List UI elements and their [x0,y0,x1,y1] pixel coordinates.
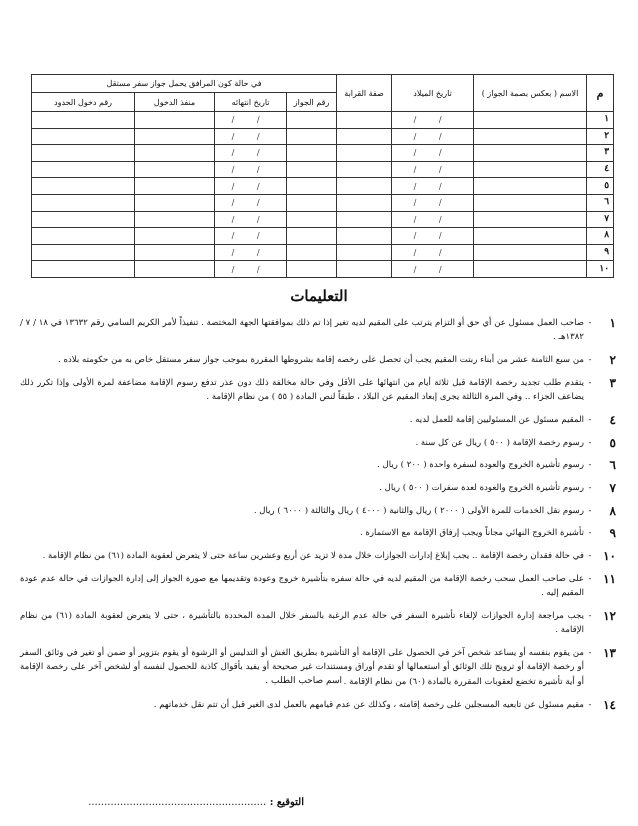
item-number: ٢ [609,353,616,368]
expiry-date-cell[interactable]: / / [215,194,287,211]
name-cell[interactable] [474,145,587,162]
birth-date-cell[interactable]: / / [392,112,474,129]
name-cell[interactable] [474,244,587,261]
expiry-date-cell[interactable]: / / [215,211,287,228]
signature-line[interactable] [88,797,304,808]
header-entry-port: منفذ الدخول [135,93,215,112]
applicant-name-label: اسم صاحب الطلب . [265,676,342,686]
border-no-cell[interactable] [32,261,135,278]
relation-cell[interactable] [337,145,392,162]
birth-date-cell[interactable]: / / [392,244,474,261]
table-row [32,211,614,228]
row-number: ١٠ [587,261,614,278]
table-row [32,194,614,211]
row-number: ٧ [587,211,614,228]
item-text: من سبع الثامنة عشر من أبناء ربتت المقيم يجب أن تحصل على رخصه إقامة بشروطها المقررة بموجب جواز سفر مستقل خاص به من حكومته بلاده . [58,355,584,366]
entry-port-cell[interactable] [135,194,215,211]
instructions-list [20,316,616,720]
name-cell[interactable] [474,161,587,178]
item-text: المقيم مسئول عن المسئوليين إقامة للعمل لديه . [409,414,584,425]
header-index: م [587,75,614,112]
signature-label: التوقيع : [269,797,304,808]
list-item: ١١ - على صاحب العمل سحب رخصة الإقامة من المقيم لديه في حالة سفره بتأشيرة خروج وعودة وتقديمها مع صورة الجواز إلى إدارة الجوازات في حالة عدم عودة المقيم إليه . [20,572,616,601]
header-name: الاسم ( بعكس بصمة الجواز ) [474,75,587,112]
expiry-date-cell[interactable]: / / [215,244,287,261]
item-text: يجب مراجعة إدارة الجوازات لإلغاء تأشيرة السفر في حالة عدم الرغبة بالسفر خلال المدة المحددة بالتأشيرة ، حتى لا يتعرض لعقوبة المادة (٦١) من نظام الإقامة . [20,610,584,636]
birth-date-cell[interactable]: / / [392,228,474,245]
item-text: يتقدم طلب تجديد رخصة الإقامة قبل ثلاثة أيام من انتهائها على الأقل وفي حالة مخالفة ذلك دون عذر تدفع رسوم الإقامة مضاعفة لمرة الأولى وإذا تكرر ذلك يضاعف الجزاء .. وفي المرة الثالثة يجرى إبعاد المقيم عن البلاد ، طبقاً لنص المادة ( ٥٥ ) من نظام الإقامة . [20,377,584,403]
passport-no-cell[interactable] [287,244,337,261]
row-number: ٥ [587,178,614,195]
passport-no-cell[interactable] [287,261,337,278]
row-number: ٤ [587,161,614,178]
item-text: رسوم رخصة الإقامة ( ٥٠٠ ) ريال عن كل سنة . [415,437,584,448]
item-text: رسوم تأشيرة الخروج والعودة لسفرة واحدة ( ٢٠٠ ) ريال . [377,460,584,471]
name-cell[interactable] [474,112,587,129]
item-text: صاحب العمل مسئول عن أي حق أو التزام يترتب على المقيم لديه تغير إذا تم ذلك بموافقتها الجهة المختصة . تنفيذاً لأمر الكريم السامي رقم ١٣٦٣٢ في ١٨ / ٧ / ١٣٨٢هـ . [20,318,585,343]
expiry-date-cell[interactable]: / / [215,128,287,145]
relation-cell[interactable] [337,244,392,261]
table-row [32,244,614,261]
header-passport-no: رقم الجواز [287,93,337,112]
expiry-date-cell[interactable]: / / [215,228,287,245]
birth-date-cell[interactable]: / / [392,211,474,228]
header-expiry-date: تاريخ انتهائه [215,93,287,112]
entry-port-cell[interactable] [135,178,215,195]
table-row [32,228,614,245]
birth-date-cell[interactable]: / / [392,145,474,162]
item-number: ١٢ [603,608,616,623]
table-row [32,161,614,178]
item-number: ٩ [609,526,616,541]
entry-port-cell[interactable] [135,228,215,245]
item-number: ٤ [609,412,616,427]
border-no-cell[interactable] [32,244,135,261]
list-item: ٥ - رسوم رخصة الإقامة ( ٥٠٠ ) ريال عن كل سنة . [20,436,616,450]
name-cell[interactable] [474,194,587,211]
table-row [32,261,614,278]
item-number: ١٣ [603,646,616,661]
passport-no-cell[interactable] [287,161,337,178]
list-item: ٣ - يتقدم طلب تجديد رخصة الإقامة قبل ثلاثة أيام من انتهائها على الأقل وفي حالة مخالفة ذلك دون عذر تدفع رسوم الإقامة مضاعفة لمرة الأولى وإذا تكرر ذلك يضاعف الجزاء .. وفي المرة الثالثة يجرى إبعاد المقيم عن البلاد ، طبقاً لنص المادة ( ٥٥ ) من نظام الإقامة . [20,376,616,405]
passport-no-cell[interactable] [287,112,337,129]
relation-cell[interactable] [337,128,392,145]
passport-no-cell[interactable] [287,228,337,245]
birth-date-cell[interactable]: / / [392,178,474,195]
passport-no-cell[interactable] [287,178,337,195]
list-item: ١٤ - مقيم مسئول عن تابعيه المسجلين على رخصة إقامته ، وكذلك عن عدم قيامهم بالعمل لدى الغير قبل أن تتم نقل خدماتهم . [20,698,616,712]
birth-date-cell[interactable]: / / [392,194,474,211]
item-text: في حالة فقدان رخصة الإقامة .. يجب إبلاغ إدارات الجوازات خلال مدة لا تزيد عن أربع وعشرين ساعة حتى لا يتعرض لعقوبة المادة (٦١) من نظام الإقامة . [42,551,584,562]
entry-port-cell[interactable] [135,145,215,162]
border-no-cell[interactable] [32,161,135,178]
header-relation: صفة القرابة [337,75,392,112]
list-item: ١ - صاحب العمل مسئول عن أي حق أو التزام يترتب على المقيم لديه تغير إذا تم ذلك بموافقتها الجهة المختصة . تنفيذاً لأمر الكريم السامي رقم ١٣٦٣٢ في ١٨ / ٧ / ١٣٨٢هـ . [20,316,616,345]
relation-cell[interactable] [337,211,392,228]
table-row [32,178,614,195]
list-item: ١٠ - في حالة فقدان رخصة الإقامة .. يجب إبلاغ إدارات الجوازات خلال مدة لا تزيد عن أربع وعشرين ساعة حتى لا يتعرض لعقوبة المادة (٦١) من نظام الإقامة . [20,549,616,563]
relation-cell[interactable] [337,161,392,178]
entry-port-cell[interactable] [135,244,215,261]
item-number: ٣ [609,375,616,390]
passport-no-cell[interactable] [287,211,337,228]
row-number: ١ [587,112,614,129]
name-cell[interactable] [474,228,587,245]
border-no-cell[interactable] [32,128,135,145]
item-number: ٦ [609,458,616,473]
border-no-cell[interactable] [32,228,135,245]
birth-date-cell[interactable]: / / [392,128,474,145]
relation-cell[interactable] [337,112,392,129]
row-number: ٦ [587,194,614,211]
row-number: ٩ [587,244,614,261]
relation-cell[interactable] [337,261,392,278]
entry-port-cell[interactable] [135,112,215,129]
birth-date-cell[interactable]: / / [392,161,474,178]
passport-no-cell[interactable] [287,145,337,162]
expiry-date-cell[interactable]: / / [215,161,287,178]
border-no-cell[interactable] [32,145,135,162]
item-text: مقيم مسئول عن تابعيه المسجلين على رخصة إقامته ، وكذلك عن عدم قيامهم بالعمل لدى الغير قبل أن تتم نقل خدماتهم . [153,699,584,710]
relation-cell[interactable] [337,194,392,211]
entry-port-cell[interactable] [135,211,215,228]
relation-cell[interactable] [337,178,392,195]
table-row [32,145,614,162]
row-number: ٨ [587,228,614,245]
item-number: ١ [609,316,616,330]
border-no-cell[interactable] [32,112,135,129]
item-number: ٥ [609,435,616,450]
expiry-date-cell[interactable]: / / [215,178,287,195]
item-number: ٧ [609,481,616,496]
item-number: ١٤ [603,697,616,712]
border-no-cell[interactable] [32,178,135,195]
list-item: ١٢ - يجب مراجعة إدارة الجوازات لإلغاء تأشيرة السفر في حالة عدم الرغبة بالسفر خلال المدة المحددة بالتأشيرة ، حتى لا يتعرض لعقوبة المادة (٦١) من نظام الإقامة . [20,609,616,638]
item-number: ١٠ [603,549,616,564]
entry-port-cell[interactable] [135,161,215,178]
expiry-date-cell[interactable]: / / [215,261,287,278]
entry-port-cell[interactable] [135,128,215,145]
list-item: ٤ - المقيم مسئول عن المسئوليين إقامة للعمل لديه . [20,413,616,427]
item-text: تأشيرة الخروج النهائي مجاناً ويجب إرفاق الإقامة مع الاستمارة . [359,528,584,539]
table-row [32,112,614,129]
passport-no-cell[interactable] [287,128,337,145]
item-number: ١١ [603,571,616,586]
list-item: ٢ - من سبع الثامنة عشر من أبناء ربتت المقيم يجب أن تحصل على رخصه إقامة بشروطها المقررة بموجب جواز سفر مستقل خاص به من حكومته بلاده . [20,353,616,367]
header-birth-date: تاريخ الميلاد [392,75,474,112]
row-number: ٣ [587,145,614,162]
entry-port-cell[interactable] [135,261,215,278]
border-no-cell[interactable] [32,194,135,211]
header-companion-group: في حالة كون المرافق يحمل جواز سفر مستقل [32,75,337,93]
expiry-date-cell[interactable]: / / [215,145,287,162]
instructions-title: التعليمات [290,287,348,305]
expiry-date-cell[interactable]: / / [215,112,287,129]
name-cell[interactable] [474,178,587,195]
name-cell[interactable] [474,128,587,145]
list-item: ٦ - رسوم تأشيرة الخروج والعودة لسفرة واحدة ( ٢٠٠ ) ريال . [20,458,616,472]
list-item: ١٣ - من يقوم بنفسه أو يساعد شخص آخر في الحصول على الإقامة أو التأشيرة بطريق الغش أو التدليس أو الرشوة أو يقوم بتزوير أو ضمن أو تغير في وثائق السفر أو رخصة الإقامة أو ترويج تلك الوثائق أو استعمالها أو تقدم أوراق ومستندات غير صحيحة أو يفيد بأقوال كاذبة للحصول لنفسه أو لشخص آخر على رخصة الإقامة أو أية تأشيرة تخضع لعقوبات المقررة بالمادة (٦٠) من نظام الإقامة . [20,646,616,689]
relation-cell[interactable] [337,228,392,245]
list-item: ٧ - رسوم تأشيرة الخروج والعودة لعدة سفرات ( ٥٠٠ ) ريال . [20,481,616,495]
name-cell[interactable] [474,211,587,228]
dependents-table [31,74,614,278]
row-number: ٢ [587,128,614,145]
item-text: من يقوم بنفسه أو يساعد شخص آخر في الحصول على الإقامة أو التأشيرة بطريق الغش أو التدليس أو الرشوة أو يقوم بتزوير أو ضمن أو تغير في وثائق السفر أو رخصة الإقامة أو ترويج تلك الوثائق أو استعمالها أو تقدم أوراق ومستندات غير صحيحة أو يفيد بأقوال كاذبة للحصول لنفسه أو لشخص آخر على رخصة الإقامة أو أية تأشيرة تخضع لعقوبات المقررة بالمادة (٦٠) من نظام الإقامة . [20,648,584,687]
item-number: ٨ [609,503,616,518]
list-item: ٩ - تأشيرة الخروج النهائي مجاناً ويجب إرفاق الإقامة مع الاستمارة . [20,526,616,540]
table-row [32,128,614,145]
item-text: رسوم نقل الخدمات للمرة الأولى ( ٢٠٠٠ ) ريال والثانية ( ٤٠٠٠ ) ريال والثالثة ( ٦٠٠٠ ) ريال . [253,505,584,516]
list-item: ٨ - رسوم نقل الخدمات للمرة الأولى ( ٢٠٠٠ ) ريال والثانية ( ٤٠٠٠ ) ريال والثالثة ( ٦٠٠٠ ) ريال . [20,504,616,518]
item-text: رسوم تأشيرة الخروج والعودة لعدة سفرات ( ٥٠٠ ) ريال . [379,483,584,494]
border-no-cell[interactable] [32,211,135,228]
name-cell[interactable] [474,261,587,278]
birth-date-cell[interactable]: / / [392,261,474,278]
passport-no-cell[interactable] [287,194,337,211]
item-text: على صاحب العمل سحب رخصة الإقامة من المقيم لديه في حالة سفره بتأشيرة خروج وعودة وتقديمها مع صورة الجواز إلى إدارة الجوازات في حالة عدم عودة المقيم إليه . [20,573,584,599]
signature-dots: ........................................................ [88,797,267,808]
header-border-no: رقم دخول الحدود [32,93,135,112]
